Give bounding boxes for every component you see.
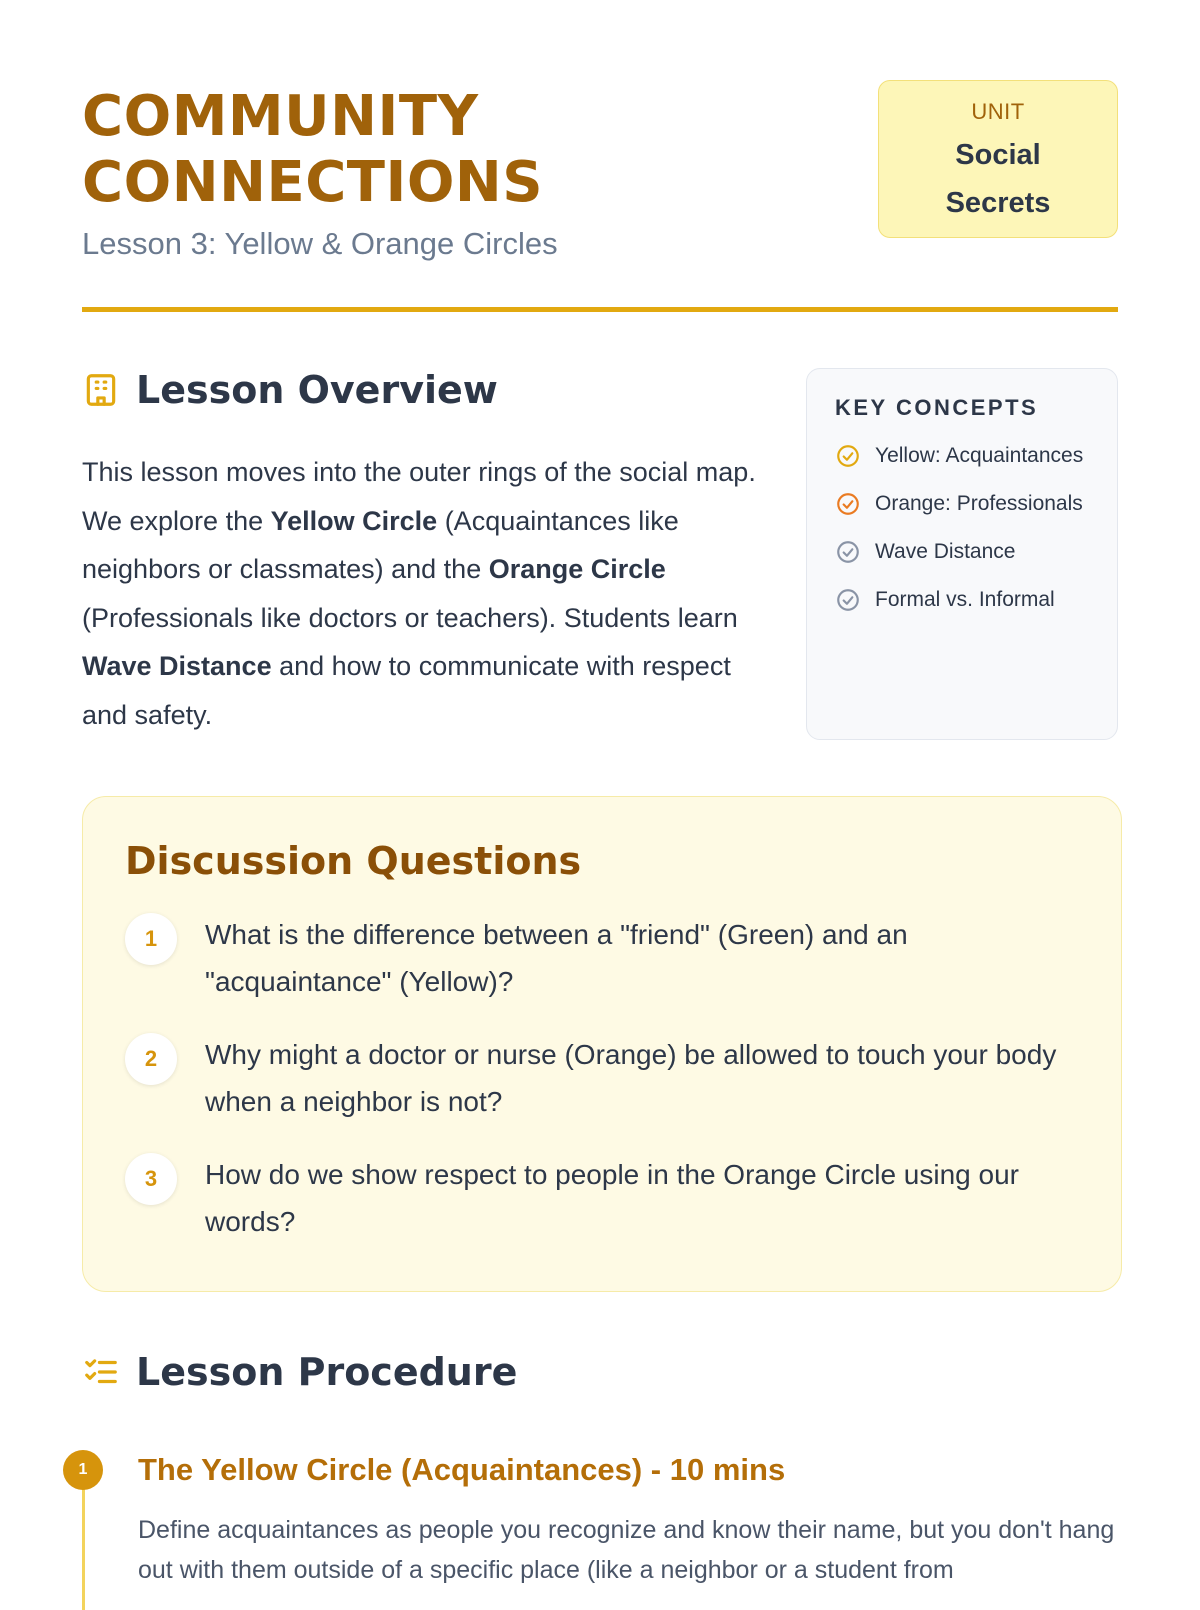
question-number: 3 <box>125 1153 177 1205</box>
checklist-icon <box>82 1353 120 1391</box>
header-divider <box>82 307 1118 312</box>
question-text: Why might a doctor or nurse (Orange) be allowed to touch your body when a neighbor is not? <box>205 1039 1057 1117</box>
step-title: The Yellow Circle (Acquaintances) - 10 mins <box>138 1452 786 1487</box>
unit-badge <box>878 80 1118 238</box>
question-item <box>125 1151 1079 1245</box>
unit-name-line-1: Social <box>955 139 1041 171</box>
procedure-heading <box>82 1350 517 1394</box>
overview-bold-3: Wave Distance <box>82 651 272 681</box>
key-concepts-title: KEY CONCEPTS <box>835 395 1039 420</box>
key-concept-item <box>835 439 1089 473</box>
overview-bold-1: Yellow Circle <box>270 505 438 536</box>
check-circle-icon <box>835 539 861 565</box>
question-number: 2 <box>125 1033 177 1085</box>
question-text: What is the difference between a "friend" (Green) and an "acquaintance" (Yellow)? <box>205 919 908 997</box>
building-icon <box>82 371 120 409</box>
title-line-2: CONNECTIONS <box>82 150 544 215</box>
check-circle-icon <box>835 443 861 469</box>
question-item <box>125 911 1079 1005</box>
key-concept-label: Orange: Professionals <box>875 492 1083 515</box>
page-header <box>82 0 1118 318</box>
key-concept-label: Wave Distance <box>875 540 1016 563</box>
key-concept-item <box>835 487 1089 521</box>
overview-bold-2: Orange Circle <box>488 554 666 584</box>
unit-name <box>879 131 1117 227</box>
title-line-1: COMMUNITY <box>82 84 479 149</box>
unit-label: UNIT <box>971 99 1025 124</box>
discussion-title: Discussion Questions <box>125 839 582 883</box>
key-concept-label: Yellow: Acquaintances <box>875 444 1084 467</box>
step-description: Define acquaintances as people you recognize and know their name, but you don't hang out with them outside of a specific place (like a neighbor or a student from <box>138 1516 1115 1584</box>
overview-text-3: (Professionals like doctors or teachers). Students learn <box>82 602 738 633</box>
discussion-questions-card <box>82 796 1122 1292</box>
step-number: 1 <box>63 1450 103 1490</box>
key-concept-label: Formal vs. Informal <box>875 588 1055 611</box>
procedure-title: Lesson Procedure <box>136 1350 518 1394</box>
overview-title: Lesson Overview <box>136 368 498 412</box>
lesson-subtitle: Lesson 3: Yellow & Orange Circles <box>82 226 558 261</box>
overview-paragraph <box>82 448 762 739</box>
overview-heading <box>82 368 498 412</box>
question-item <box>125 1031 1079 1125</box>
timeline-line <box>82 1470 85 1610</box>
overview-text-4: and how to communicate with respect and safety. <box>82 651 731 730</box>
unit-name-line-2: Secrets <box>945 187 1051 219</box>
check-circle-icon <box>835 587 861 613</box>
overview-text-2: (Acquaintances like neighbors or classmates) and the <box>82 505 679 584</box>
page-title <box>82 84 782 216</box>
question-text: How do we show respect to people in the Orange Circle using our words? <box>205 1159 1019 1237</box>
key-concepts-card <box>806 368 1118 740</box>
overview-text-1: This lesson moves into the outer rings of the social map. We explore the <box>82 457 756 536</box>
check-circle-icon <box>835 491 861 517</box>
key-concept-item <box>835 535 1089 569</box>
question-number: 1 <box>125 913 177 965</box>
overview-section <box>82 318 1118 798</box>
key-concept-item <box>835 583 1089 617</box>
